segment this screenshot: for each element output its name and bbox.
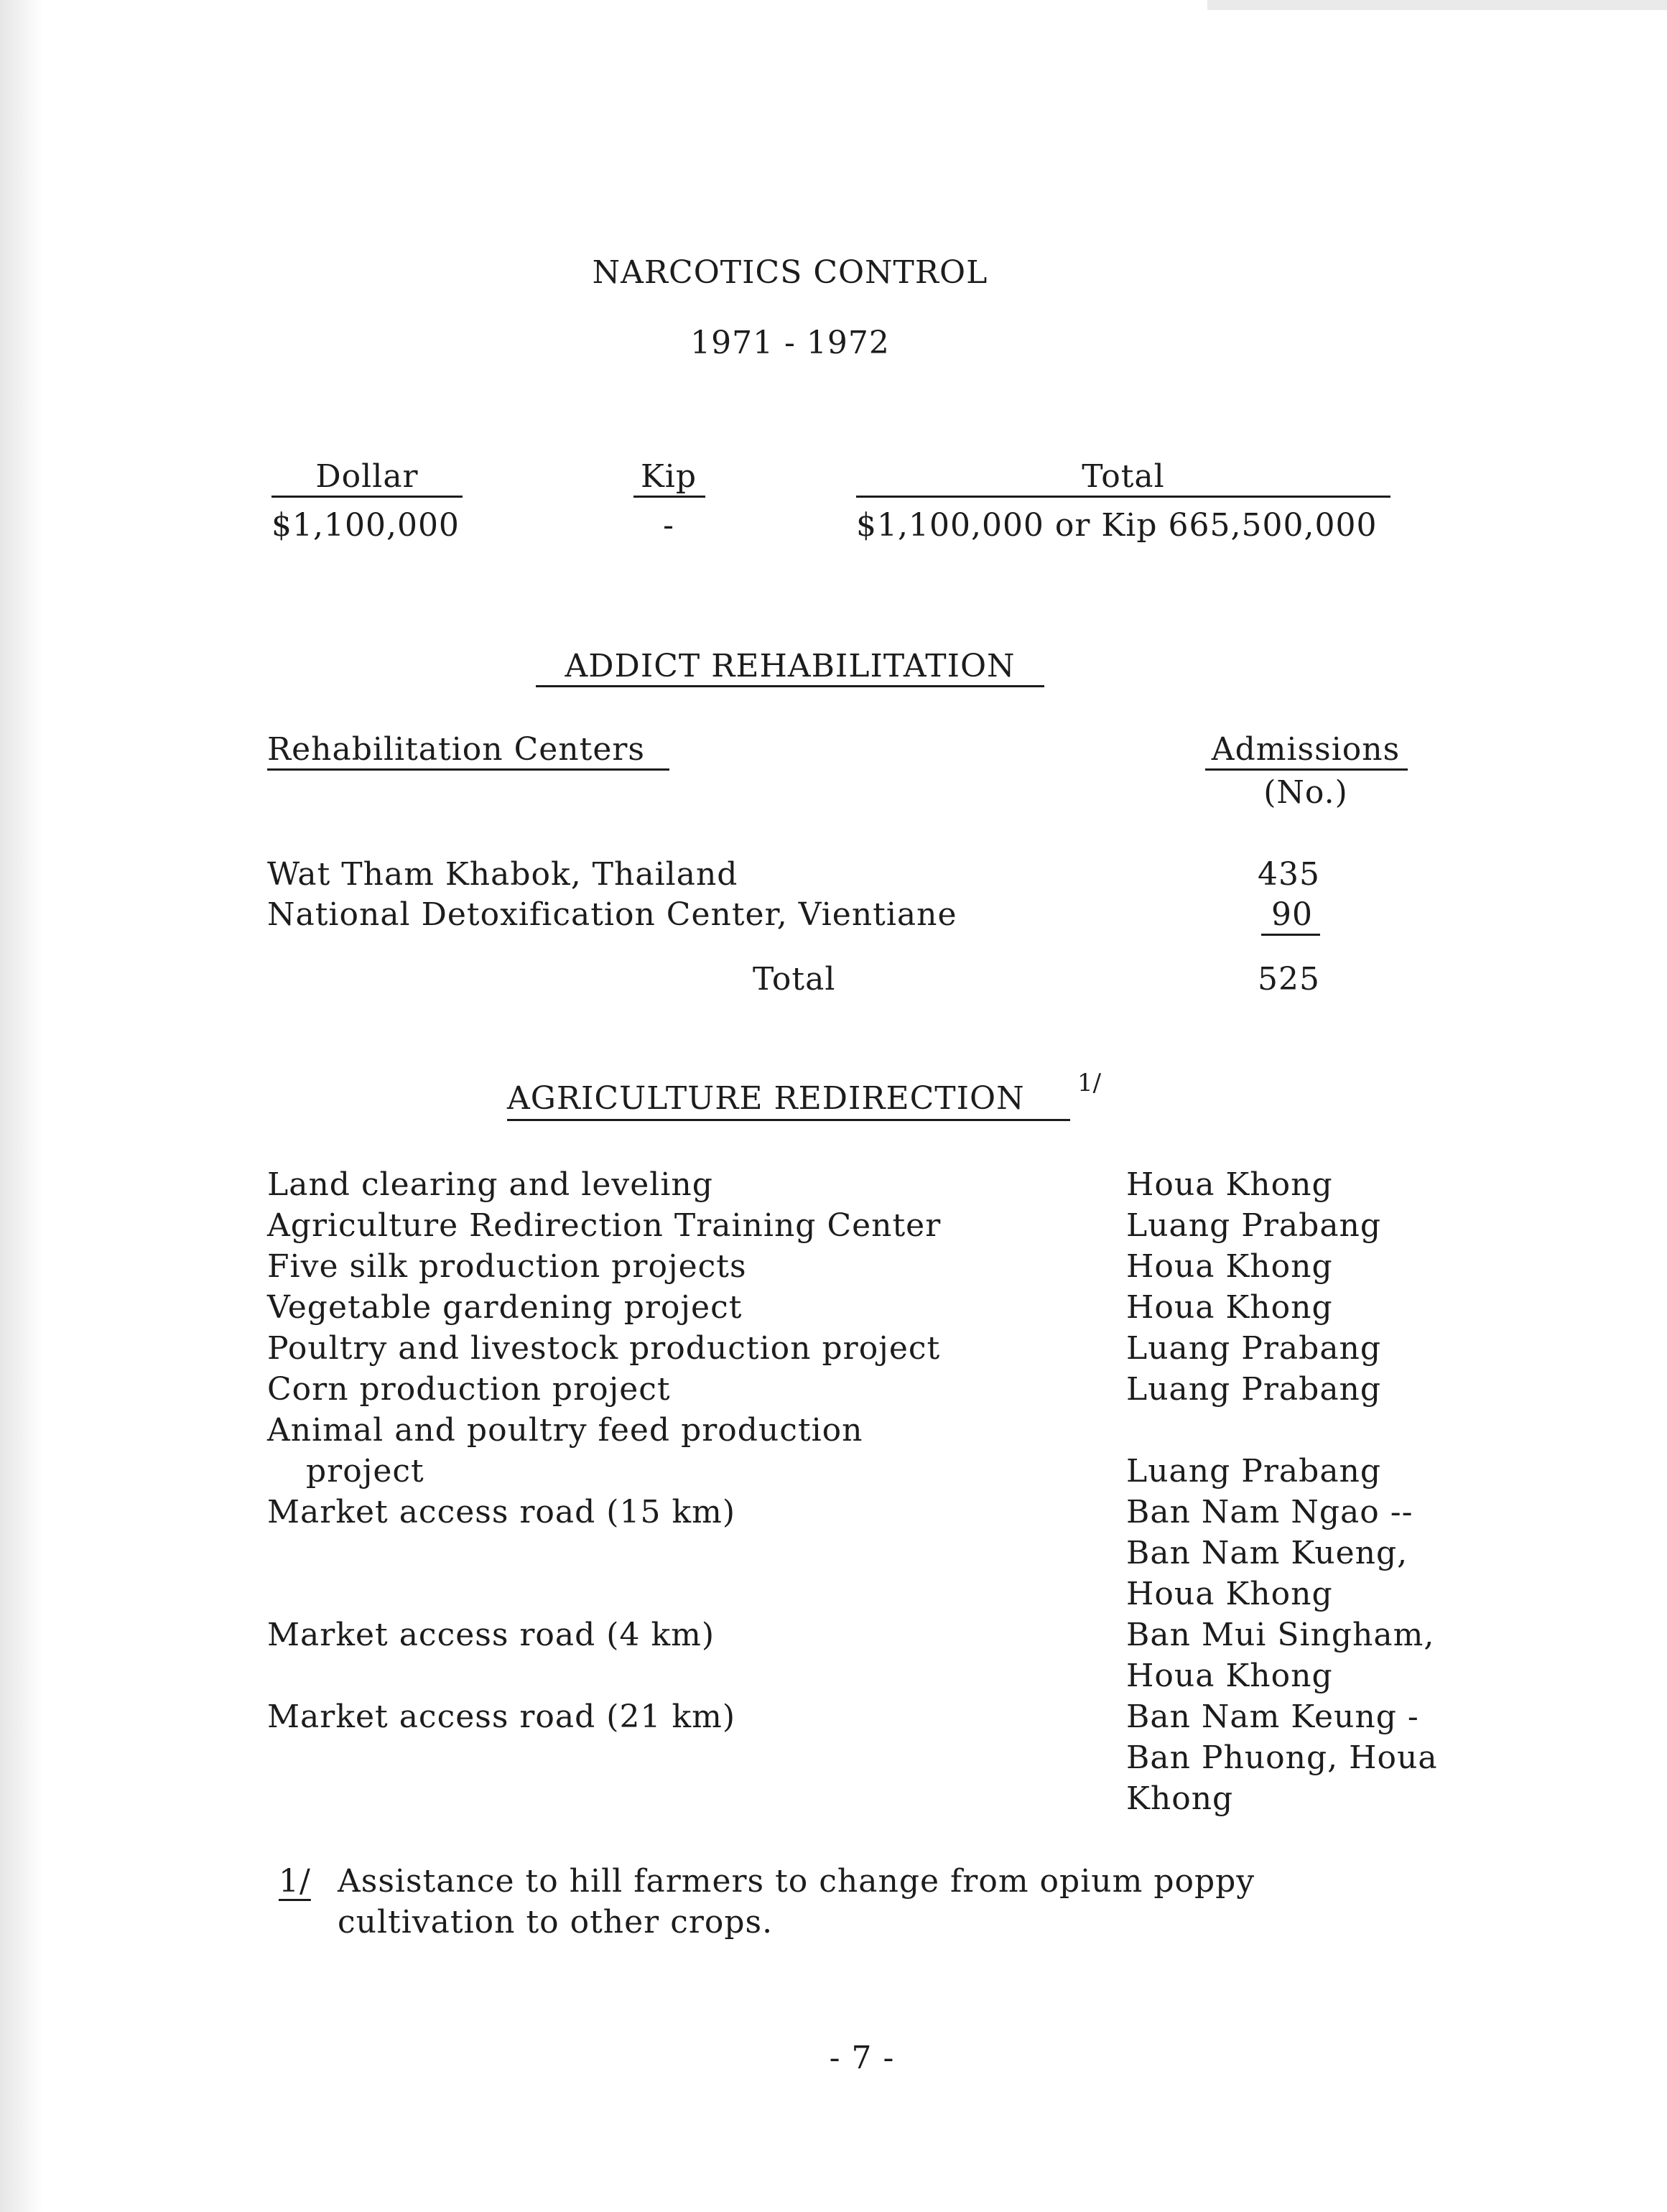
budget-dollar-rule (271, 496, 463, 498)
rehab-row-admissions: 90 (1271, 896, 1313, 933)
footnote-line: cultivation to other crops. (338, 1904, 774, 1941)
agri-project: Poultry and livestock production project (267, 1330, 941, 1367)
agri-location: Ban Mui Singham, (1126, 1617, 1435, 1653)
scan-edge-shadow (0, 0, 43, 2212)
agri-location: Houa Khong (1126, 1289, 1333, 1326)
agri-title-rule (507, 1119, 1070, 1121)
agri-location: Houa Khong (1126, 1248, 1333, 1285)
scan-top-edge (1207, 0, 1667, 10)
budget-total-value: $1,100,000 or Kip 665,500,000 (856, 507, 1378, 544)
agri-location: Luang Prabang (1126, 1207, 1382, 1244)
budget-dollar-value: $1,100,000 (271, 507, 460, 544)
page-number: - 7 - (829, 2040, 895, 2076)
agri-location: Luang Prabang (1126, 1371, 1382, 1408)
budget-kip-value: - (663, 507, 674, 544)
agri-location: Luang Prabang (1126, 1330, 1382, 1367)
footnote-mark: 1/ (279, 1863, 311, 1900)
agri-project: Corn production project (267, 1371, 671, 1408)
agri-location: Houa Khong (1126, 1166, 1333, 1203)
agri-project: Market access road (4 km) (267, 1617, 715, 1653)
rehab-col-admissions-unit: (No.) (1263, 774, 1348, 811)
agri-project-continued: project (306, 1453, 424, 1490)
agri-location: Ban Nam Ngao -- (1126, 1494, 1413, 1530)
rehab-col-admissions-rule (1205, 768, 1408, 771)
footnote-line: Assistance to hill farmers to change from opium poppy (338, 1863, 1255, 1900)
agri-location: Luang Prabang (1126, 1453, 1382, 1490)
agri-location: Houa Khong (1126, 1658, 1333, 1694)
rehab-row-admissions: 435 (1258, 856, 1320, 893)
agri-project: Five silk production projects (267, 1248, 747, 1285)
rehab-row-center: National Detoxification Center, Vientiane (267, 896, 957, 933)
agri-project: Market access road (21 km) (267, 1698, 735, 1735)
agri-project: Vegetable gardening project (267, 1289, 743, 1326)
rehab-col-admissions: Admissions (1211, 731, 1401, 768)
agri-footnote-ref: 1/ (1077, 1069, 1102, 1097)
rehab-col-centers-rule (267, 768, 669, 771)
rehab-row-center: Wat Tham Khabok, Thailand (267, 856, 738, 893)
budget-kip-header: Kip (640, 458, 697, 495)
rehab-title: ADDICT REHABILITATION (565, 648, 1016, 684)
budget-kip-rule (633, 496, 705, 498)
budget-dollar-header: Dollar (315, 458, 419, 495)
budget-total-header: Total (1082, 458, 1165, 495)
agri-project: Market access road (15 km) (267, 1494, 735, 1530)
rehab-sum-rule (1261, 934, 1320, 936)
agri-location: Ban Nam Keung - (1126, 1698, 1419, 1735)
agri-title: AGRICULTURE REDIRECTION (507, 1080, 1025, 1117)
agri-project: Animal and poultry feed production (267, 1412, 863, 1449)
agri-location: Ban Phuong, Houa (1126, 1739, 1438, 1776)
agri-location: Ban Nam Kueng, (1126, 1535, 1408, 1571)
rehab-col-centers: Rehabilitation Centers (267, 731, 645, 768)
agri-project: Land clearing and leveling (267, 1166, 713, 1203)
rehab-total-label: Total (753, 961, 836, 998)
page-title: NARCOTICS CONTROL (592, 254, 988, 291)
rehab-title-rule (536, 685, 1044, 687)
agri-project: Agriculture Redirection Training Center (267, 1207, 942, 1244)
page-years: 1971 - 1972 (690, 325, 890, 361)
budget-total-rule (856, 496, 1390, 498)
agri-location: Khong (1126, 1780, 1234, 1817)
agri-location: Houa Khong (1126, 1576, 1333, 1612)
rehab-total-value: 525 (1258, 961, 1320, 998)
